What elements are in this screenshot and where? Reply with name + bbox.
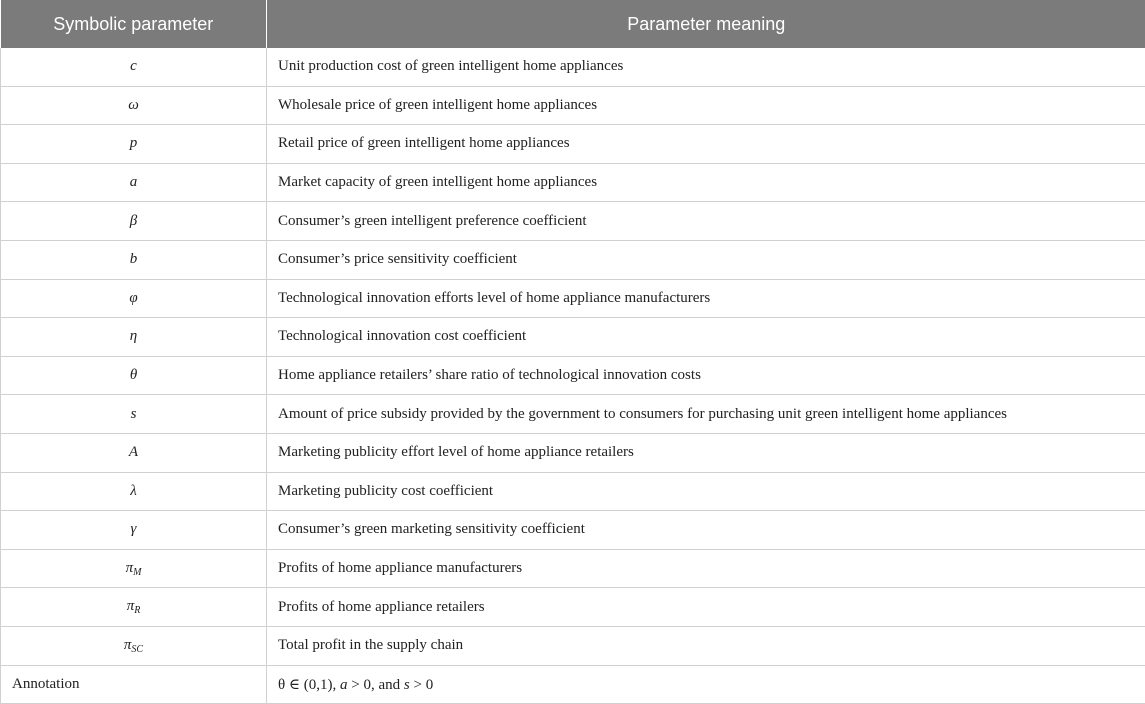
symbol-cell	[1, 279, 267, 318]
table-header-row	[1, 0, 1145, 48]
meaning-cell: Marketing publicity cost coefficient	[267, 472, 1145, 511]
meaning-cell: Retail price of green intelligent home appliances	[267, 125, 1145, 164]
annotation-theta: θ ∈ (0,1),	[278, 677, 340, 693]
annotation-text	[267, 665, 1145, 704]
table-row	[1, 48, 1145, 86]
table-row	[1, 511, 1145, 550]
annotation-label: Annotation	[1, 665, 267, 704]
table-row	[1, 395, 1145, 434]
table-row	[1, 588, 1145, 627]
meaning-cell: Profits of home appliance retailers	[267, 588, 1145, 627]
header-symbolic-parameter: Symbolic parameter	[1, 0, 267, 48]
meaning-cell: Consumer’s price sensitivity coefficient	[267, 240, 1145, 279]
meaning-cell: Consumer’s green marketing sensitivity coefficient	[267, 511, 1145, 550]
meaning-cell: Home appliance retailers’ share ratio of technological innovation costs	[267, 356, 1145, 395]
table-row	[1, 626, 1145, 665]
symbol-text: c	[130, 58, 137, 74]
meaning-cell: Consumer’s green intelligent preference coefficient	[267, 202, 1145, 241]
table-row	[1, 433, 1145, 472]
symbol-cell	[1, 626, 267, 665]
table-row	[1, 279, 1145, 318]
symbol-subscript: M	[133, 567, 141, 578]
meaning-cell: Market capacity of green intelligent home appliances	[267, 163, 1145, 202]
table-row	[1, 202, 1145, 241]
symbol-cell	[1, 86, 267, 125]
annotation-row	[1, 665, 1145, 704]
meaning-cell: Marketing publicity effort level of home appliance retailers	[267, 433, 1145, 472]
symbol-text: β	[130, 213, 137, 229]
annotation-s-symbol: s	[404, 677, 410, 693]
symbol-cell	[1, 48, 267, 86]
meaning-cell: Amount of price subsidy provided by the government to consumers for purchasing unit green intelligent home appliances	[267, 395, 1145, 434]
annotation-s-condition: > 0	[410, 677, 433, 693]
symbol-cell	[1, 318, 267, 357]
symbol-text: A	[129, 444, 138, 460]
table-row	[1, 86, 1145, 125]
symbol-text: γ	[131, 521, 137, 537]
symbol-cell	[1, 433, 267, 472]
meaning-cell: Technological innovation efforts level of home appliance manufacturers	[267, 279, 1145, 318]
symbol-cell	[1, 240, 267, 279]
symbol-text: η	[130, 328, 137, 344]
symbol-cell	[1, 549, 267, 588]
annotation-a-condition: > 0, and	[348, 677, 404, 693]
table-row	[1, 356, 1145, 395]
symbol-cell	[1, 395, 267, 434]
header-parameter-meaning: Parameter meaning	[267, 0, 1145, 48]
symbol-subscript: SC	[131, 644, 143, 655]
table-row	[1, 240, 1145, 279]
symbol-text: π	[127, 598, 135, 614]
symbol-subscript: R	[134, 605, 140, 616]
symbol-text: π	[126, 560, 134, 576]
symbol-text: π	[124, 637, 132, 653]
symbol-cell	[1, 472, 267, 511]
symbol-text: λ	[130, 483, 137, 499]
table-row	[1, 318, 1145, 357]
symbol-text: b	[130, 251, 138, 267]
meaning-cell: Technological innovation cost coefficient	[267, 318, 1145, 357]
meaning-cell: Wholesale price of green intelligent home appliances	[267, 86, 1145, 125]
table-row	[1, 163, 1145, 202]
symbol-text: φ	[129, 290, 137, 306]
symbol-cell	[1, 163, 267, 202]
table-row	[1, 125, 1145, 164]
meaning-cell: Unit production cost of green intelligent home appliances	[267, 48, 1145, 86]
symbol-cell	[1, 356, 267, 395]
symbol-cell	[1, 202, 267, 241]
symbol-text: s	[131, 406, 137, 422]
table-row	[1, 472, 1145, 511]
symbol-text: a	[130, 174, 138, 190]
annotation-a-symbol: a	[340, 677, 348, 693]
meaning-cell: Total profit in the supply chain	[267, 626, 1145, 665]
symbol-cell	[1, 125, 267, 164]
symbol-cell	[1, 511, 267, 550]
symbol-text: p	[130, 135, 138, 151]
symbol-text: ω	[128, 97, 139, 113]
symbol-cell	[1, 588, 267, 627]
symbol-text: θ	[130, 367, 137, 383]
table-row	[1, 549, 1145, 588]
meaning-cell: Profits of home appliance manufacturers	[267, 549, 1145, 588]
